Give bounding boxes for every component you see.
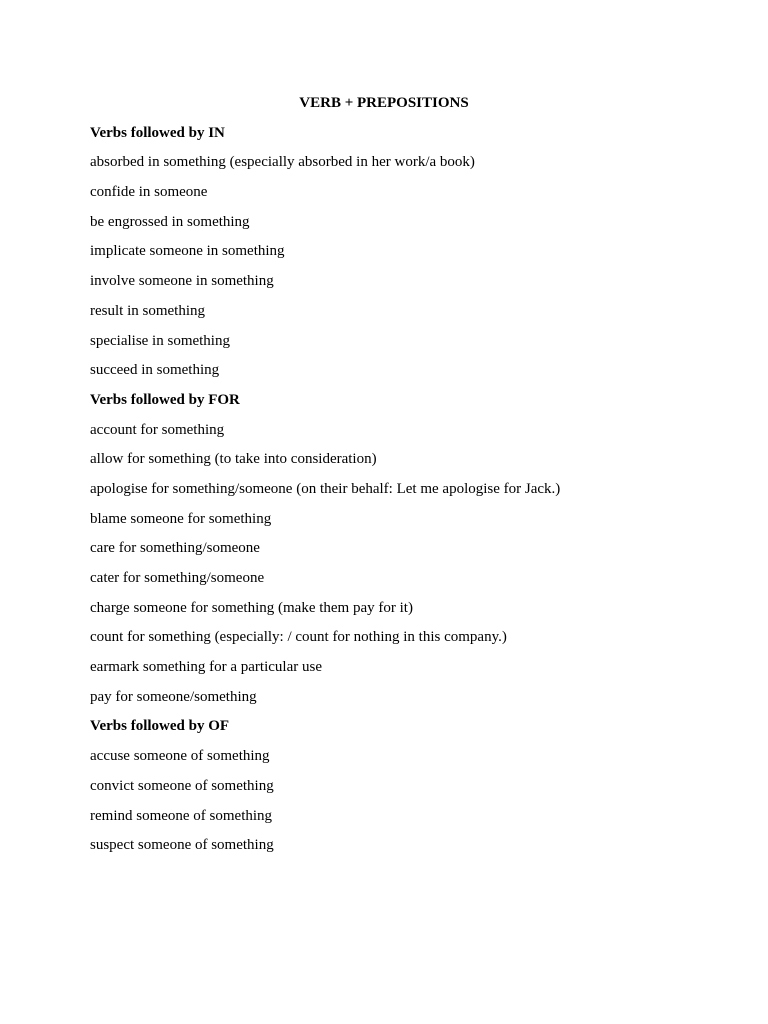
list-item: be engrossed in something [90, 213, 250, 230]
section-of [90, 715, 690, 863]
document-title: VERB + PREPOSITIONS [299, 95, 469, 111]
list-item: implicate someone in something [90, 243, 285, 260]
list-item: absorbed in something (especially absorbed in her work/a book) [90, 154, 475, 171]
list-item: succeed in something [90, 362, 220, 379]
list-item: convict someone of something [90, 777, 274, 794]
section-in [90, 122, 690, 389]
section-heading: Verbs followed by IN [90, 124, 225, 141]
list-item: account for something [90, 421, 225, 438]
list-item: apologise for something/someone (on their behalf: Let me apologise for Jack.) [90, 480, 561, 497]
section-heading: Verbs followed by FOR [90, 391, 240, 408]
section-heading: Verbs followed by OF [90, 718, 230, 735]
list-item: involve someone in something [90, 273, 274, 290]
list-item: result in something [90, 302, 205, 319]
list-item: charge someone for something (make them pay for it) [90, 599, 413, 616]
list-item: cater for something/someone [90, 570, 265, 586]
list-item: pay for someone/something [90, 688, 257, 705]
document-body [90, 92, 690, 864]
list-item: specialise in something [90, 332, 230, 349]
list-item: care for something/someone [90, 540, 260, 557]
list-item: accuse someone of something [90, 748, 270, 765]
list-item: earmark something for a particular use [90, 659, 322, 676]
list-item: allow for something (to take into consideration) [90, 451, 377, 468]
section-for [90, 389, 690, 716]
list-item: count for something (especially: / count for nothing in this company.) [90, 629, 507, 646]
list-item: confide in someone [90, 184, 208, 201]
list-item: suspect someone of something [90, 837, 274, 854]
list-item: remind someone of something [90, 807, 273, 824]
list-item: blame someone for something [90, 510, 272, 527]
